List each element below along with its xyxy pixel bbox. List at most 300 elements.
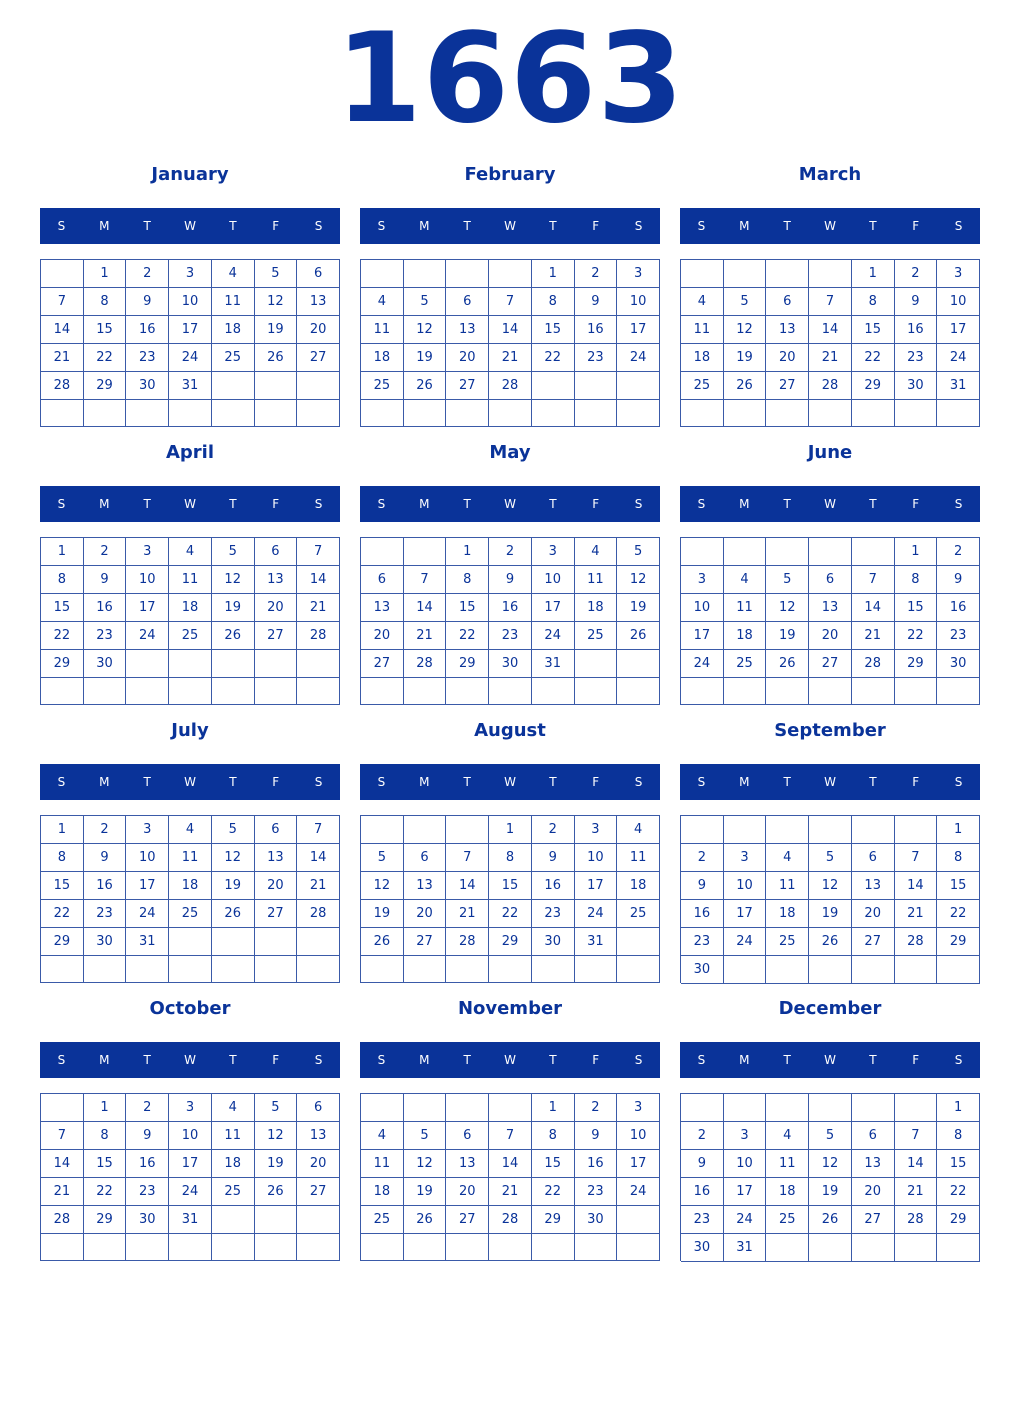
day-cell: 3 bbox=[681, 566, 724, 594]
day-cell: 26 bbox=[255, 344, 298, 372]
day-cell: 23 bbox=[895, 344, 938, 372]
empty-day-cell bbox=[169, 928, 212, 956]
weekday-header: T bbox=[549, 775, 557, 789]
day-cell: 23 bbox=[575, 1178, 618, 1206]
empty-day-cell bbox=[852, 816, 895, 844]
day-cell: 2 bbox=[84, 816, 127, 844]
day-cell: 22 bbox=[84, 344, 127, 372]
day-cell: 13 bbox=[297, 288, 340, 316]
empty-day-cell bbox=[361, 538, 404, 566]
empty-day-cell bbox=[852, 538, 895, 566]
empty-day-cell bbox=[766, 816, 809, 844]
day-cell: 20 bbox=[446, 1178, 489, 1206]
day-cell: 21 bbox=[489, 1178, 532, 1206]
empty-day-cell bbox=[446, 678, 489, 705]
day-cell: 7 bbox=[41, 288, 84, 316]
empty-day-cell bbox=[532, 372, 575, 400]
weekday-header: W bbox=[824, 497, 836, 511]
day-cell: 25 bbox=[575, 622, 618, 650]
day-cell: 13 bbox=[766, 316, 809, 344]
day-cell: 23 bbox=[681, 928, 724, 956]
day-cell: 8 bbox=[84, 1122, 127, 1150]
day-cell: 14 bbox=[41, 1150, 84, 1178]
day-cell: 24 bbox=[681, 650, 724, 678]
day-cell: 13 bbox=[852, 1150, 895, 1178]
day-cell: 25 bbox=[212, 1178, 255, 1206]
empty-day-cell bbox=[809, 538, 852, 566]
empty-day-cell bbox=[617, 678, 660, 705]
day-cell: 17 bbox=[724, 900, 767, 928]
weekday-header: S bbox=[57, 1053, 66, 1067]
day-cell: 18 bbox=[361, 344, 404, 372]
day-cell: 26 bbox=[809, 1206, 852, 1234]
day-cell: 11 bbox=[681, 316, 724, 344]
day-cell: 8 bbox=[41, 844, 84, 872]
empty-day-cell bbox=[852, 400, 895, 427]
day-cell: 26 bbox=[404, 372, 447, 400]
day-cell: 23 bbox=[126, 1178, 169, 1206]
day-cell: 8 bbox=[532, 1122, 575, 1150]
day-cell: 20 bbox=[255, 872, 298, 900]
empty-day-cell bbox=[575, 1234, 618, 1261]
day-cell: 5 bbox=[361, 844, 404, 872]
day-cell: 2 bbox=[681, 1122, 724, 1150]
empty-day-cell bbox=[681, 678, 724, 705]
weekday-header: T bbox=[869, 497, 877, 511]
weekday-header: T bbox=[463, 219, 471, 233]
weekday-header-row bbox=[680, 764, 980, 800]
day-cell: 27 bbox=[852, 1206, 895, 1234]
day-cell: 9 bbox=[532, 844, 575, 872]
day-cell: 7 bbox=[41, 1122, 84, 1150]
weekday-header: F bbox=[272, 219, 280, 233]
weekday-header: T bbox=[229, 497, 237, 511]
day-cell: 19 bbox=[361, 900, 404, 928]
day-cell: 6 bbox=[852, 844, 895, 872]
day-cell: 6 bbox=[766, 288, 809, 316]
empty-day-cell bbox=[169, 956, 212, 983]
empty-day-cell bbox=[895, 400, 938, 427]
day-cell: 20 bbox=[297, 1150, 340, 1178]
day-cell: 4 bbox=[681, 288, 724, 316]
weekday-header-row bbox=[360, 764, 660, 800]
day-cell: 12 bbox=[724, 316, 767, 344]
day-grid bbox=[360, 815, 660, 983]
day-cell: 25 bbox=[212, 344, 255, 372]
day-cell: 21 bbox=[404, 622, 447, 650]
empty-day-cell bbox=[532, 1234, 575, 1261]
day-cell: 13 bbox=[446, 316, 489, 344]
day-cell: 3 bbox=[575, 816, 618, 844]
empty-day-cell bbox=[937, 956, 980, 984]
empty-day-cell bbox=[617, 1206, 660, 1234]
day-cell: 27 bbox=[809, 650, 852, 678]
empty-day-cell bbox=[446, 400, 489, 427]
day-cell: 28 bbox=[895, 928, 938, 956]
month-name: April bbox=[165, 442, 215, 463]
day-cell: 25 bbox=[361, 372, 404, 400]
weekday-header: M bbox=[739, 1053, 750, 1067]
weekday-header: W bbox=[504, 775, 516, 789]
day-cell: 24 bbox=[724, 928, 767, 956]
day-cell: 25 bbox=[361, 1206, 404, 1234]
day-cell: 30 bbox=[575, 1206, 618, 1234]
weekday-header: S bbox=[697, 219, 706, 233]
day-cell: 29 bbox=[937, 1206, 980, 1234]
day-cell: 22 bbox=[937, 1178, 980, 1206]
weekday-header-row bbox=[680, 1042, 980, 1078]
day-cell: 12 bbox=[617, 566, 660, 594]
day-cell: 1 bbox=[895, 538, 938, 566]
day-cell: 30 bbox=[489, 650, 532, 678]
day-cell: 4 bbox=[212, 260, 255, 288]
day-cell: 27 bbox=[766, 372, 809, 400]
weekday-header: W bbox=[504, 219, 516, 233]
day-cell: 23 bbox=[681, 1206, 724, 1234]
day-cell: 15 bbox=[852, 316, 895, 344]
day-cell: 4 bbox=[361, 1122, 404, 1150]
empty-day-cell bbox=[404, 1094, 447, 1122]
day-cell: 8 bbox=[446, 566, 489, 594]
day-cell: 10 bbox=[724, 1150, 767, 1178]
day-cell: 27 bbox=[446, 372, 489, 400]
empty-day-cell bbox=[169, 1234, 212, 1261]
day-cell: 19 bbox=[404, 1178, 447, 1206]
empty-day-cell bbox=[361, 956, 404, 983]
day-grid bbox=[360, 1093, 660, 1261]
day-cell: 6 bbox=[361, 566, 404, 594]
empty-day-cell bbox=[212, 928, 255, 956]
weekday-header: S bbox=[954, 775, 963, 789]
day-cell: 9 bbox=[126, 1122, 169, 1150]
day-cell: 24 bbox=[532, 622, 575, 650]
month-name: February bbox=[464, 164, 556, 185]
empty-day-cell bbox=[255, 678, 298, 705]
day-cell: 1 bbox=[852, 260, 895, 288]
empty-day-cell bbox=[724, 538, 767, 566]
weekday-header-row bbox=[360, 1042, 660, 1078]
day-cell: 7 bbox=[895, 1122, 938, 1150]
day-cell: 5 bbox=[212, 816, 255, 844]
day-cell: 10 bbox=[169, 288, 212, 316]
day-cell: 5 bbox=[617, 538, 660, 566]
weekday-header: T bbox=[783, 1053, 791, 1067]
day-cell: 31 bbox=[575, 928, 618, 956]
day-cell: 6 bbox=[255, 538, 298, 566]
month-name: July bbox=[171, 720, 209, 741]
day-cell: 19 bbox=[724, 344, 767, 372]
empty-day-cell bbox=[446, 1234, 489, 1261]
weekday-header: T bbox=[463, 1053, 471, 1067]
empty-day-cell bbox=[212, 956, 255, 983]
day-cell: 1 bbox=[937, 1094, 980, 1122]
empty-day-cell bbox=[297, 650, 340, 678]
weekday-header: T bbox=[783, 219, 791, 233]
day-cell: 17 bbox=[575, 872, 618, 900]
day-cell: 9 bbox=[84, 566, 127, 594]
weekday-header-row bbox=[680, 208, 980, 244]
day-cell: 4 bbox=[766, 1122, 809, 1150]
weekday-header: S bbox=[697, 497, 706, 511]
day-cell: 12 bbox=[404, 316, 447, 344]
empty-day-cell bbox=[766, 260, 809, 288]
day-cell: 28 bbox=[895, 1206, 938, 1234]
day-cell: 11 bbox=[766, 872, 809, 900]
empty-day-cell bbox=[809, 1234, 852, 1262]
day-cell: 26 bbox=[212, 900, 255, 928]
day-cell: 26 bbox=[361, 928, 404, 956]
weekday-header: T bbox=[549, 219, 557, 233]
empty-day-cell bbox=[297, 400, 340, 427]
day-cell: 20 bbox=[852, 900, 895, 928]
day-cell: 10 bbox=[724, 872, 767, 900]
empty-day-cell bbox=[681, 538, 724, 566]
day-cell: 11 bbox=[361, 1150, 404, 1178]
empty-day-cell bbox=[681, 816, 724, 844]
day-cell: 24 bbox=[937, 344, 980, 372]
day-cell: 31 bbox=[169, 1206, 212, 1234]
day-cell: 22 bbox=[84, 1178, 127, 1206]
day-cell: 3 bbox=[532, 538, 575, 566]
empty-day-cell bbox=[937, 400, 980, 427]
empty-day-cell bbox=[809, 956, 852, 984]
day-cell: 4 bbox=[766, 844, 809, 872]
day-cell: 12 bbox=[809, 872, 852, 900]
day-cell: 25 bbox=[766, 928, 809, 956]
day-cell: 11 bbox=[724, 594, 767, 622]
weekday-header-row bbox=[40, 1042, 340, 1078]
empty-day-cell bbox=[41, 1234, 84, 1261]
empty-day-cell bbox=[489, 1094, 532, 1122]
weekday-header: T bbox=[549, 1053, 557, 1067]
day-cell: 2 bbox=[895, 260, 938, 288]
day-cell: 15 bbox=[532, 316, 575, 344]
day-cell: 19 bbox=[255, 1150, 298, 1178]
day-cell: 28 bbox=[41, 372, 84, 400]
day-cell: 1 bbox=[532, 260, 575, 288]
day-cell: 19 bbox=[766, 622, 809, 650]
day-cell: 7 bbox=[297, 538, 340, 566]
empty-day-cell bbox=[724, 956, 767, 984]
weekday-header: M bbox=[419, 497, 430, 511]
day-cell: 16 bbox=[681, 900, 724, 928]
empty-day-cell bbox=[724, 678, 767, 705]
day-cell: 3 bbox=[724, 844, 767, 872]
day-cell: 12 bbox=[212, 844, 255, 872]
day-cell: 20 bbox=[766, 344, 809, 372]
weekday-header: S bbox=[634, 775, 643, 789]
day-cell: 14 bbox=[895, 1150, 938, 1178]
day-cell: 31 bbox=[126, 928, 169, 956]
day-cell: 16 bbox=[84, 594, 127, 622]
day-cell: 26 bbox=[766, 650, 809, 678]
weekday-header: M bbox=[99, 219, 110, 233]
day-cell: 30 bbox=[126, 1206, 169, 1234]
weekday-header: S bbox=[314, 1053, 323, 1067]
empty-day-cell bbox=[255, 956, 298, 983]
day-cell: 5 bbox=[809, 1122, 852, 1150]
day-cell: 3 bbox=[169, 260, 212, 288]
day-cell: 24 bbox=[617, 1178, 660, 1206]
day-cell: 12 bbox=[255, 1122, 298, 1150]
weekday-header: M bbox=[99, 775, 110, 789]
day-cell: 28 bbox=[489, 1206, 532, 1234]
empty-day-cell bbox=[212, 1206, 255, 1234]
day-cell: 1 bbox=[84, 260, 127, 288]
weekday-header: T bbox=[143, 219, 151, 233]
empty-day-cell bbox=[575, 372, 618, 400]
day-cell: 11 bbox=[766, 1150, 809, 1178]
weekday-header: S bbox=[314, 775, 323, 789]
day-cell: 4 bbox=[724, 566, 767, 594]
empty-day-cell bbox=[404, 1234, 447, 1261]
day-cell: 4 bbox=[617, 816, 660, 844]
weekday-header: W bbox=[184, 497, 196, 511]
day-cell: 4 bbox=[212, 1094, 255, 1122]
day-cell: 9 bbox=[681, 872, 724, 900]
day-cell: 18 bbox=[724, 622, 767, 650]
day-cell: 7 bbox=[489, 1122, 532, 1150]
day-cell: 29 bbox=[84, 1206, 127, 1234]
empty-day-cell bbox=[255, 372, 298, 400]
day-cell: 22 bbox=[532, 1178, 575, 1206]
day-cell: 6 bbox=[297, 1094, 340, 1122]
day-cell: 19 bbox=[617, 594, 660, 622]
empty-day-cell bbox=[169, 400, 212, 427]
day-cell: 4 bbox=[361, 288, 404, 316]
day-cell: 30 bbox=[681, 956, 724, 984]
empty-day-cell bbox=[212, 650, 255, 678]
month-name: June bbox=[807, 442, 853, 463]
empty-day-cell bbox=[575, 400, 618, 427]
day-cell: 27 bbox=[255, 900, 298, 928]
empty-day-cell bbox=[617, 1234, 660, 1261]
day-cell: 22 bbox=[895, 622, 938, 650]
empty-day-cell bbox=[297, 1206, 340, 1234]
weekday-header: W bbox=[824, 219, 836, 233]
weekday-header: T bbox=[229, 775, 237, 789]
day-cell: 21 bbox=[446, 900, 489, 928]
day-grid bbox=[680, 815, 980, 983]
empty-day-cell bbox=[297, 928, 340, 956]
empty-day-cell bbox=[575, 678, 618, 705]
weekday-header: M bbox=[99, 1053, 110, 1067]
empty-day-cell bbox=[297, 678, 340, 705]
day-cell: 30 bbox=[126, 372, 169, 400]
day-cell: 29 bbox=[532, 1206, 575, 1234]
empty-day-cell bbox=[809, 816, 852, 844]
day-cell: 5 bbox=[255, 260, 298, 288]
day-cell: 13 bbox=[852, 872, 895, 900]
empty-day-cell bbox=[937, 1234, 980, 1262]
weekday-header-row bbox=[40, 764, 340, 800]
weekday-header: T bbox=[869, 1053, 877, 1067]
day-cell: 10 bbox=[617, 288, 660, 316]
weekday-header: W bbox=[184, 1053, 196, 1067]
day-cell: 20 bbox=[809, 622, 852, 650]
day-cell: 20 bbox=[446, 344, 489, 372]
empty-day-cell bbox=[724, 260, 767, 288]
day-cell: 16 bbox=[84, 872, 127, 900]
day-cell: 30 bbox=[84, 928, 127, 956]
day-cell: 21 bbox=[852, 622, 895, 650]
day-cell: 1 bbox=[84, 1094, 127, 1122]
day-cell: 29 bbox=[84, 372, 127, 400]
empty-day-cell bbox=[297, 372, 340, 400]
empty-day-cell bbox=[255, 400, 298, 427]
day-cell: 17 bbox=[617, 1150, 660, 1178]
weekday-header: S bbox=[314, 219, 323, 233]
day-cell: 14 bbox=[446, 872, 489, 900]
day-cell: 2 bbox=[532, 816, 575, 844]
day-cell: 23 bbox=[84, 900, 127, 928]
day-cell: 14 bbox=[297, 566, 340, 594]
day-cell: 25 bbox=[617, 900, 660, 928]
day-grid bbox=[360, 259, 660, 427]
day-cell: 21 bbox=[809, 344, 852, 372]
day-cell: 8 bbox=[41, 566, 84, 594]
day-cell: 17 bbox=[617, 316, 660, 344]
empty-day-cell bbox=[126, 1234, 169, 1261]
day-cell: 18 bbox=[212, 1150, 255, 1178]
day-cell: 19 bbox=[404, 344, 447, 372]
empty-day-cell bbox=[809, 678, 852, 705]
day-grid bbox=[40, 815, 340, 983]
empty-day-cell bbox=[532, 678, 575, 705]
month-name: May bbox=[489, 442, 531, 463]
day-cell: 11 bbox=[212, 1122, 255, 1150]
day-cell: 15 bbox=[489, 872, 532, 900]
day-cell: 8 bbox=[852, 288, 895, 316]
day-cell: 9 bbox=[895, 288, 938, 316]
day-cell: 22 bbox=[532, 344, 575, 372]
day-cell: 30 bbox=[84, 650, 127, 678]
day-cell: 17 bbox=[532, 594, 575, 622]
weekday-header: S bbox=[377, 219, 386, 233]
day-cell: 2 bbox=[937, 538, 980, 566]
day-cell: 29 bbox=[446, 650, 489, 678]
empty-day-cell bbox=[489, 260, 532, 288]
weekday-header: S bbox=[634, 219, 643, 233]
empty-day-cell bbox=[169, 678, 212, 705]
day-cell: 19 bbox=[809, 900, 852, 928]
day-cell: 5 bbox=[404, 288, 447, 316]
day-cell: 6 bbox=[852, 1122, 895, 1150]
day-cell: 18 bbox=[169, 872, 212, 900]
day-cell: 14 bbox=[809, 316, 852, 344]
empty-day-cell bbox=[895, 1094, 938, 1122]
day-cell: 4 bbox=[169, 538, 212, 566]
day-cell: 26 bbox=[212, 622, 255, 650]
day-cell: 25 bbox=[681, 372, 724, 400]
day-cell: 15 bbox=[532, 1150, 575, 1178]
empty-day-cell bbox=[361, 400, 404, 427]
day-cell: 21 bbox=[297, 594, 340, 622]
day-cell: 25 bbox=[169, 900, 212, 928]
weekday-header: T bbox=[463, 775, 471, 789]
day-cell: 3 bbox=[617, 260, 660, 288]
day-cell: 29 bbox=[41, 650, 84, 678]
day-cell: 7 bbox=[489, 288, 532, 316]
day-cell: 27 bbox=[852, 928, 895, 956]
empty-day-cell bbox=[937, 678, 980, 705]
empty-day-cell bbox=[212, 678, 255, 705]
day-cell: 3 bbox=[126, 538, 169, 566]
empty-day-cell bbox=[212, 372, 255, 400]
day-cell: 1 bbox=[532, 1094, 575, 1122]
empty-day-cell bbox=[617, 928, 660, 956]
empty-day-cell bbox=[766, 400, 809, 427]
